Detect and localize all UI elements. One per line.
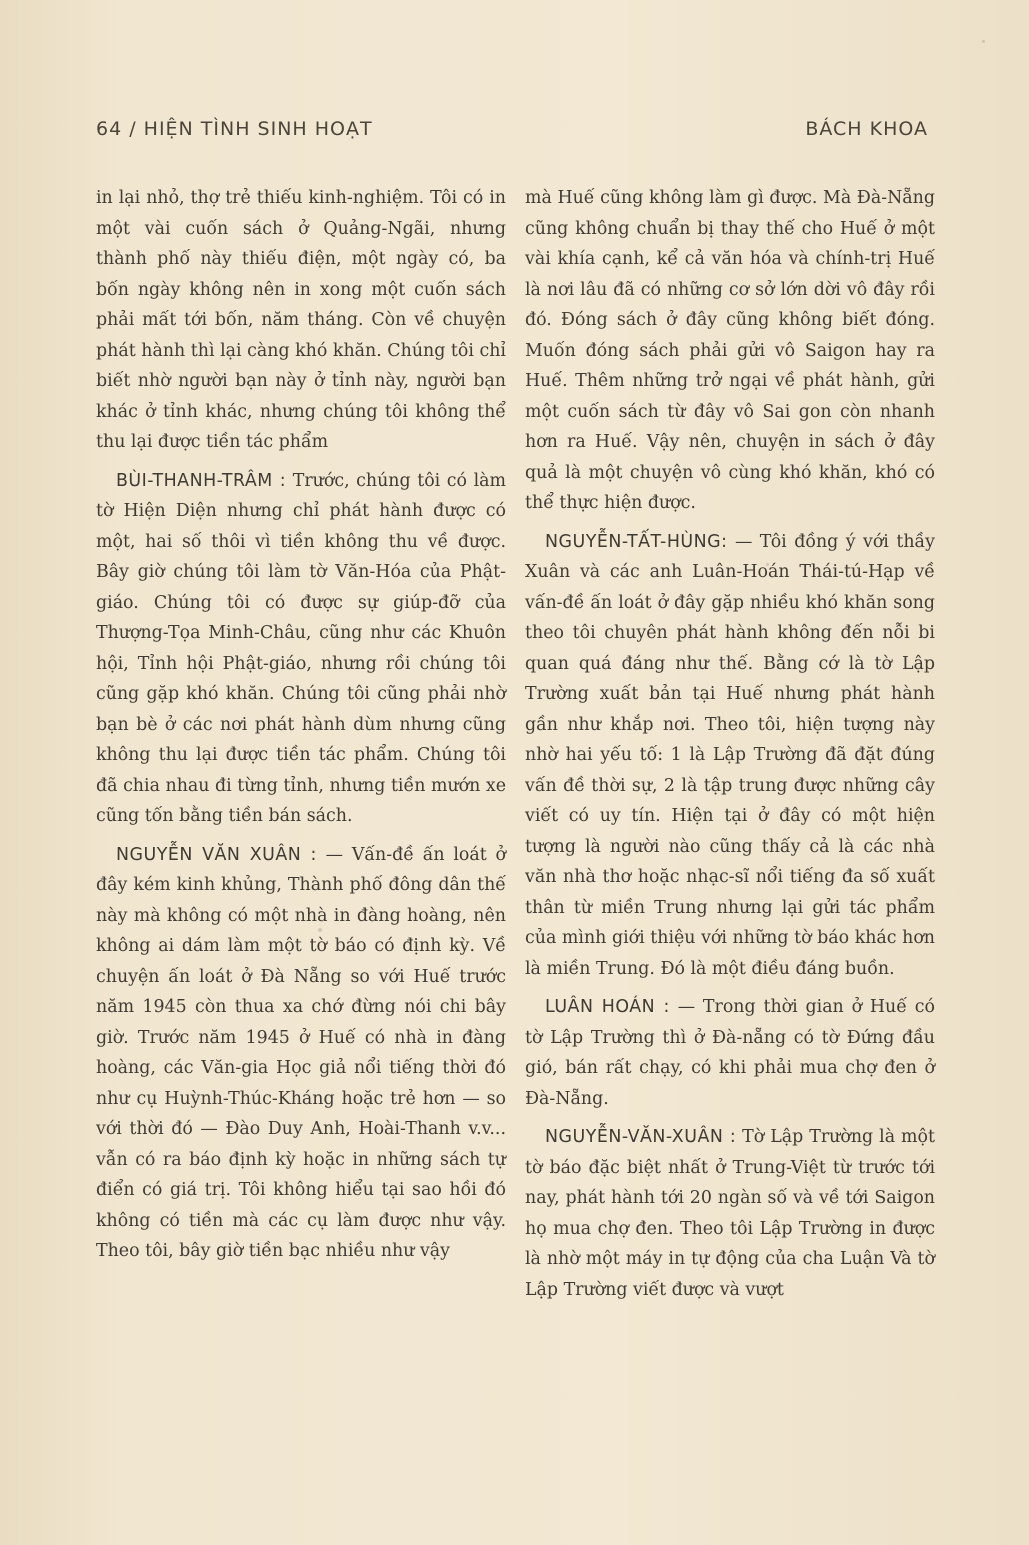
- speaker-name: BÙI-THANH-TRÂM :: [116, 470, 287, 491]
- paragraph-text: — Vấn-đề ấn loát ở đây kém kinh khủng, Thành phố đông dân thế này mà không có một nhà in đàng hoàng, nên không ai dám làm một tờ báo có định kỳ. Về chuyện ấn loát ở Đà Nẵng so với Huế trước năm 1945 còn thua xa chớ đừng nói chi bây giờ. Trước năm 1945 ở Huế có nhà in đàng hoàng, các Văn-gia Học giả nổi tiếng thời đó như cụ Huỳnh-Thúc-Kháng hoặc trẻ hơn — so với thời đó — Đào Duy Anh, Hoài-Thanh v.v... vẫn có ra báo định kỳ hoặc in những sách tự điển có giá trị. Tôi không hiểu tại sao hồi đó không có tiền mà các cụ làm được như vậy. Theo tôi, bây giờ tiền bạc nhiều như vậy: [96, 844, 506, 1261]
- paragraph: [525, 992, 935, 1114]
- paragraph: [525, 183, 935, 519]
- paragraph-text: in lại nhỏ, thợ trẻ thiếu kinh-nghiệm. Tôi có in một vài cuốn sách ở Quảng-Ngãi, nhưng thành phố này thiếu điện, một ngày có, ba bốn ngày không nên in xong một cuốn sách phải mất tới bốn, năm tháng. Còn về chuyện phát hành thì lại càng khó khăn. Chúng tôi chỉ biết nhờ người bạn này ở tỉnh này, người bạn khác ở tỉnh khác, nhưng chúng tôi không thể thu lại được tiền tác phẩm: [96, 188, 506, 452]
- paper-speck: [318, 928, 322, 932]
- paragraph: [96, 466, 506, 832]
- paragraph: [525, 1122, 935, 1305]
- running-header: [96, 118, 928, 148]
- speaker-name: NGUYỄN-TẤT-HÙNG:: [545, 531, 728, 552]
- paragraph-text: — Tôi đồng ý với thầy Xuân và các anh Luân-Hoán Thái-tú-Hạp về vấn-đề ấn loát ở đây gặp nhiều khó khăn song theo tôi chuyên phát hành không đến nỗi bi quan quá đáng như thế. Bằng cớ là tờ Lập Trường xuất bản tại Huế nhưng phát hành gần như khắp nơi. Theo tôi, hiện tượng này nhờ hai yếu tố: 1 là Lập Trường đã đặt đúng vấn đề thời sự, 2 là tập trung được những cây viết có uy tín. Hiện tại ở đây có một hiện tượng là người nào cũng thấy cả là các nhà văn nhà thơ hoặc nhạc-sĩ nổi tiếng đa số xuất thân từ miền Trung nhưng lại gửi tác phẩm của mình giới thiệu với những tờ báo khác hơn là miền Trung. Đó là một điều đáng buồn.: [525, 531, 935, 979]
- speaker-name: LUÂN HOÁN :: [545, 997, 670, 1017]
- paper-speck: [766, 563, 769, 566]
- paragraph-text: — Trong thời gian ở Huế có tờ Lập Trường thì ở Đà-nẵng có tờ Đứng đầu gió, bán rất chạy, có khi phải mua chợ đen ở Đà-Nẵng.: [525, 997, 935, 1109]
- paragraph: [96, 840, 506, 1267]
- right-column: [525, 183, 935, 1313]
- header-right: BÁCH KHOA: [805, 118, 928, 140]
- header-left: 64 / HIỆN TÌNH SINH HOẠT: [96, 118, 373, 140]
- paragraph-text: Tờ Lập Trường là một tờ báo đặc biệt nhất ở Trung-Việt từ trước tới nay, phát hành tới 20 ngàn số và về tới Saigon họ mua chợ đen. Theo tôi Lập Trường in được là nhờ một máy in tự động của cha Luận Và tờ Lập Trường viết được và vượt: [525, 1127, 935, 1300]
- paragraph: [525, 527, 935, 985]
- speaker-name: NGUYỄN VĂN XUÂN :: [116, 844, 317, 865]
- paragraph-text: Trước, chúng tôi có làm tờ Hiện Diện nhưng chỉ phát hành được có một, hai số thôi vì tiền không thu về được. Bây giờ chúng tôi làm tờ Văn-Hóa của Phật-giáo. Chúng tôi có được sự giúp-đỡ của Thượng-Tọa Minh-Châu, cũng như các Khuôn hội, Tỉnh hội Phật-giáo, nhưng rồi chúng tôi cũng gặp khó khăn. Chúng tôi cũng phải nhờ bạn bè ở các nơi phát hành dùm nhưng cũng không thu lại được tiền tác phẩm. Chúng tôi đã chia nhau đi từng tỉnh, nhưng tiền mướn xe cũng tốn bằng tiền bán sách.: [96, 470, 507, 826]
- paragraph: [96, 183, 506, 458]
- paragraph-text: mà Huế cũng không làm gì được. Mà Đà-Nẵng cũng không chuẩn bị thay thế cho Huế ở một vài khía cạnh, kể cả văn hóa và chính-trị Huế là nơi lâu đã có những cơ sở lớn dời vô đây rồi đó. Đóng sách ở đây cũng không biết đóng. Muốn đóng sách phải gửi vô Saigon hay ra Huế. Thêm những trở ngại về phát hành, gửi một cuốn sách từ đây vô Sai gon còn nhanh hơn ra Huế. Vậy nên, chuyện in sách ở đây quả là một chuyện vô cùng khó khăn, khó có thể thực hiện được.: [525, 188, 935, 513]
- left-column: [96, 183, 506, 1275]
- speaker-name: NGUYỄN-VĂN-XUÂN :: [545, 1127, 737, 1147]
- paper-speck: [982, 40, 985, 43]
